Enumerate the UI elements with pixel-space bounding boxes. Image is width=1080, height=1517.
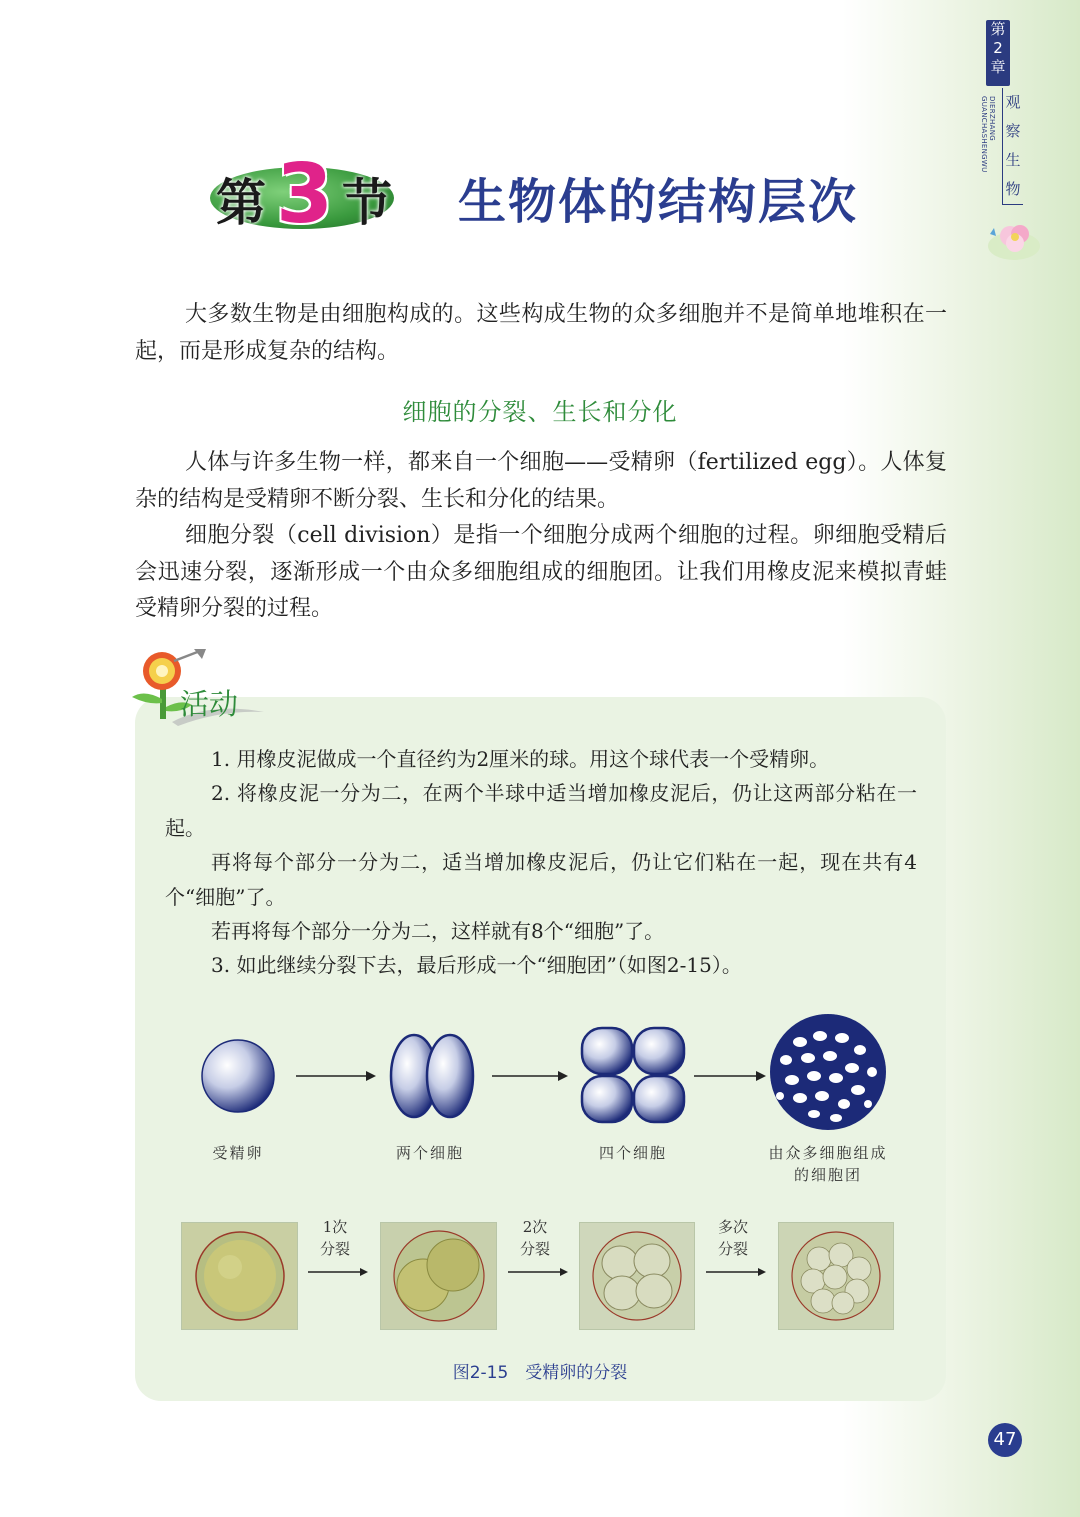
section-number: 3	[276, 147, 334, 242]
chapter-pinyin: DIERZHANG GUANCHASHENGWU	[980, 96, 996, 173]
photo-two-cells	[380, 1222, 497, 1330]
division-label-line1: 1次	[322, 1218, 348, 1236]
activity-step: 2. 将橡皮泥一分为二，在两个半球中适当增加橡皮泥后，仍让这两部分粘在一起。	[165, 781, 917, 840]
arrow-icon	[306, 1266, 370, 1278]
chapter-tab-char: 第	[990, 20, 1006, 38]
four-cells-drawing	[582, 1028, 684, 1122]
activity-step: 再将每个部分一分为二，适当增加橡皮泥后，仍让它们粘在一起，现在共有4个“细胞”了。	[165, 850, 917, 909]
chapter-name-char: 察	[1005, 122, 1021, 140]
figure-caption: 图2-15 受精卵的分裂	[452, 1363, 628, 1383]
division-label	[310, 1216, 360, 1260]
subheading: 细胞的分裂、生长和分化	[402, 398, 678, 426]
chapter-name-char: 观	[1005, 93, 1021, 111]
division-label-line2: 分裂	[319, 1240, 350, 1258]
chapter-tab-char: 章	[990, 58, 1006, 76]
arrow-icon	[704, 1266, 768, 1278]
label-cell-mass: 由众多细胞组成	[768, 1144, 888, 1162]
photo-cell-mass	[778, 1222, 894, 1330]
page-number: 47	[988, 1423, 1022, 1457]
section-title: 生物体的结构层次	[458, 174, 859, 230]
photo-zygote	[181, 1222, 298, 1330]
chapter-tab-char: 2	[993, 39, 1003, 57]
arrow-icon	[694, 1071, 766, 1081]
activity-step: 1. 用橡皮泥做成一个直径约为2厘米的球。用这个球代表一个受精卵。	[211, 747, 830, 771]
division-label-line2: 分裂	[717, 1240, 748, 1258]
section-badge	[210, 145, 395, 245]
label-two-cells: 两个细胞	[395, 1144, 464, 1162]
flower-icon	[984, 214, 1048, 264]
chapter-name-char: 生	[1005, 151, 1021, 169]
intro-paragraph: 大多数生物是由细胞构成的。这些构成生物的众多细胞并不是简单地堆积在一起，而是形成复杂的结构。	[135, 302, 947, 364]
body-paragraph: 细胞分裂（cell division）是指一个细胞分成两个细胞的过程。卵细胞受精后会迅速分裂，逐渐形成一个由众多细胞组成的细胞团。让我们用橡皮泥来模拟青蛙受精卵分裂的过程。	[135, 523, 947, 621]
division-label-line1: 多次	[717, 1218, 748, 1236]
division-label	[708, 1216, 758, 1260]
division-label-line1: 2次	[522, 1218, 548, 1236]
body-paragraph: 人体与许多生物一样，都来自一个细胞——受精卵（fertilized egg）。人体复杂的结构是受精卵不断分裂、生长和分化的结果。	[135, 450, 947, 512]
chapter-name	[1002, 88, 1023, 205]
photo-four-cells	[579, 1222, 695, 1330]
cell-mass-drawing	[770, 1014, 886, 1130]
arrow-icon	[492, 1071, 568, 1081]
label-zygote: 受精卵	[212, 1144, 264, 1162]
section-prefix: 第	[216, 173, 266, 232]
activity-step: 若再将每个部分一分为二，这样就有8个“细胞”了。	[211, 919, 665, 943]
activity-step: 3. 如此继续分裂下去，最后形成一个“细胞团”（如图2-15）。	[211, 953, 742, 977]
cell-division-diagram	[160, 1010, 920, 1140]
zygote-drawing	[202, 1040, 274, 1112]
two-cells-drawing	[391, 1035, 473, 1117]
label-cell-mass-line2: 的细胞团	[793, 1166, 862, 1184]
arrow-icon	[506, 1266, 570, 1278]
division-label	[510, 1216, 560, 1260]
chapter-tab	[986, 20, 1010, 86]
division-label-line2: 分裂	[519, 1240, 550, 1258]
activity-label: 活动	[180, 687, 239, 721]
chapter-name-char: 物	[1005, 180, 1021, 198]
label-four-cells: 四个细胞	[598, 1144, 667, 1162]
arrow-icon	[296, 1071, 376, 1081]
section-suffix: 节	[342, 173, 392, 232]
